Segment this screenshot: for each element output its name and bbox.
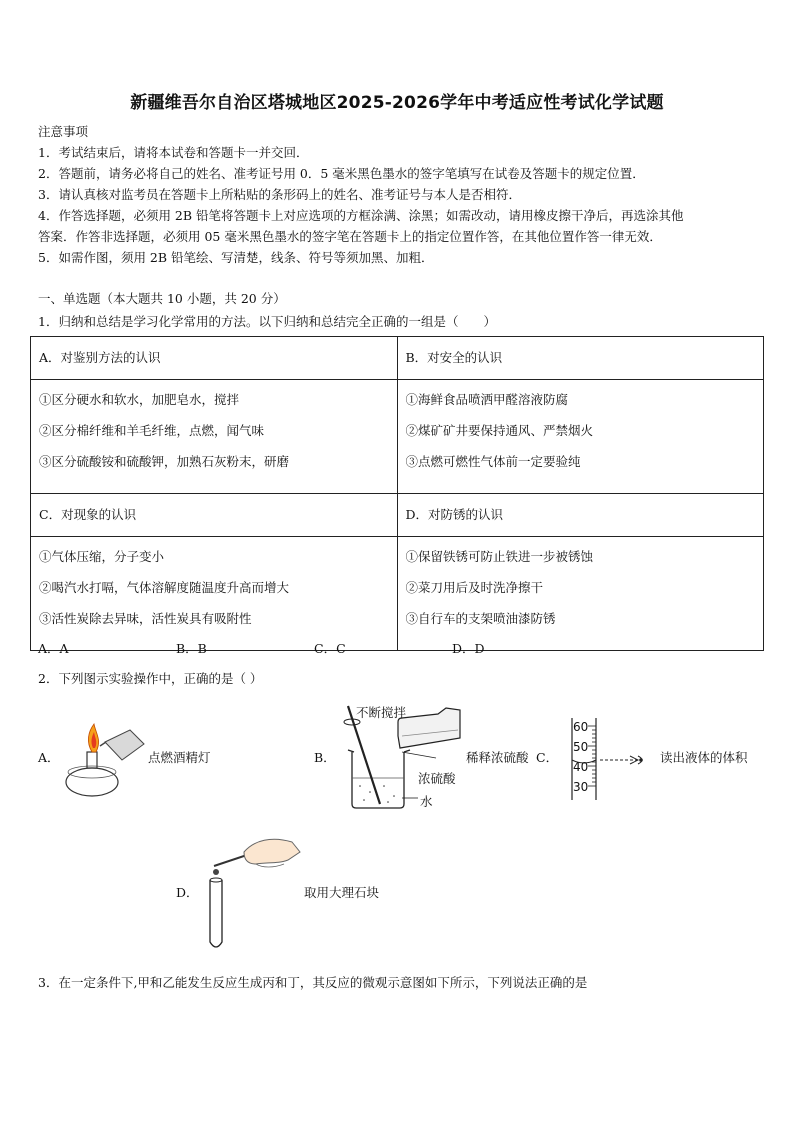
cell-c-head: C．对现象的认识 [31,494,398,537]
q2-letter-d: D． [176,885,199,900]
page-title: 新疆维吾尔自治区塔城地区2025-2026学年中考适应性考试化学试题 [130,93,664,113]
test-tube-illustration [200,834,304,954]
notice-item: 3．请认真核对监考员在答题卡上所粘贴的条形码上的姓名、准考证号与本人是否相符． [38,187,521,202]
q2-letter-c: C． [536,750,559,765]
q2-stem: 2．下列图示实验操作中，正确的是（ ） [38,671,263,686]
cell-item: ②喝汽水打嗝，气体溶解度随温度升高而增大 [39,580,290,595]
q2-d-caption: 取用大理石块 [304,885,380,900]
q2-letter-a: A． [38,750,60,765]
cell-c-body [31,537,398,651]
q2-c-caption: 读出液体的体积 [660,750,748,765]
cell-item: ③区分硫酸铵和硫酸钾，加熟石灰粉末，研磨 [39,454,290,469]
notice-item: 2．答题前，请务必将自己的姓名、准考证号用 0．5 毫米黑色墨水的签字笔填写在试卷及答题卡的规定位置． [38,166,645,181]
tick-label: 40 [573,760,589,774]
cell-b-body [397,380,764,494]
cell-a-body [31,380,398,494]
q2-letter-b: B． [314,750,336,765]
cell-item: ①海鲜食品喷洒甲醛溶液防腐 [405,392,569,407]
cell-item: ③活性炭除去异味，活性炭具有吸附性 [39,611,252,626]
q2-b-water-label: 水 [420,794,433,809]
q2-b-stir-label: 不断搅拌 [356,705,407,720]
tick-label: 50 [573,740,589,754]
cell-d-body [397,537,764,651]
q1-option-c: C．C [314,641,346,656]
cell-item: ③自行车的支架喷油漆防锈 [405,611,556,626]
alcohol-lamp-illustration [60,712,150,802]
tick-label: 60 [573,720,589,734]
cell-b-head: B．对安全的认识 [397,337,764,380]
cell-item: ②区分棉纤维和羊毛纤维，点燃，闻气味 [39,423,265,438]
cell-item: ②菜刀用后及时洗净擦干 [405,580,544,595]
section-heading: 一、单选题（本大题共 10 小题，共 20 分） [38,291,286,306]
q2-b-caption: 稀释浓硫酸 [466,750,529,765]
q1-option-b: B．B [176,641,207,656]
cell-item: ③点燃可燃性气体前一定要验纯 [405,454,581,469]
q1-table [30,336,764,651]
cell-item: ①气体压缩，分子变小 [39,549,165,564]
cell-d-head: D．对防锈的认识 [397,494,764,537]
q1-stem: 1．归纳和总结是学习化学常用的方法。以下归纳和总结完全正确的一组是（ ） [38,314,496,329]
cell-item: ②煤矿矿井要保持通风、严禁烟火 [405,423,594,438]
notice-item: 答案．作答非选择题，必须用 05 毫米黑色墨水的签字笔在答题卡上的指定位置作答，在其他位置作答一律无效． [38,229,662,244]
notice-item: 4．作答选择题，必须用 2B 铅笔将答题卡上对应选项的方框涂满、涂黑；如需改动，请用橡皮擦干净后，再选涂其他 [38,208,684,223]
q2-b-acid-label: 浓硫酸 [418,771,456,786]
cell-a-head: A．对鉴别方法的认识 [31,337,398,380]
cell-item: ①保留铁锈可防止铁进一步被锈蚀 [405,549,594,564]
q3-stem: 3．在一定条件下,甲和乙能发生反应生成丙和丁，其反应的微观示意图如下所示，下列说法正确的是 [38,975,588,990]
notice-item: 1．考试结束后，请将本试卷和答题卡一并交回． [38,145,309,160]
notice-item: 5．如需作图，须用 2B 铅笔绘、写清楚，线条、符号等须加黑、加粗． [38,250,434,265]
q1-option-a: A．A [38,641,69,656]
q1-option-d: D．D [452,641,485,656]
notice-heading: 注意事项 [38,124,89,139]
q2-a-caption: 点燃酒精灯 [148,750,211,765]
cell-item: ①区分硬水和软水，加肥皂水，搅拌 [39,392,240,407]
tick-label: 30 [573,780,589,794]
